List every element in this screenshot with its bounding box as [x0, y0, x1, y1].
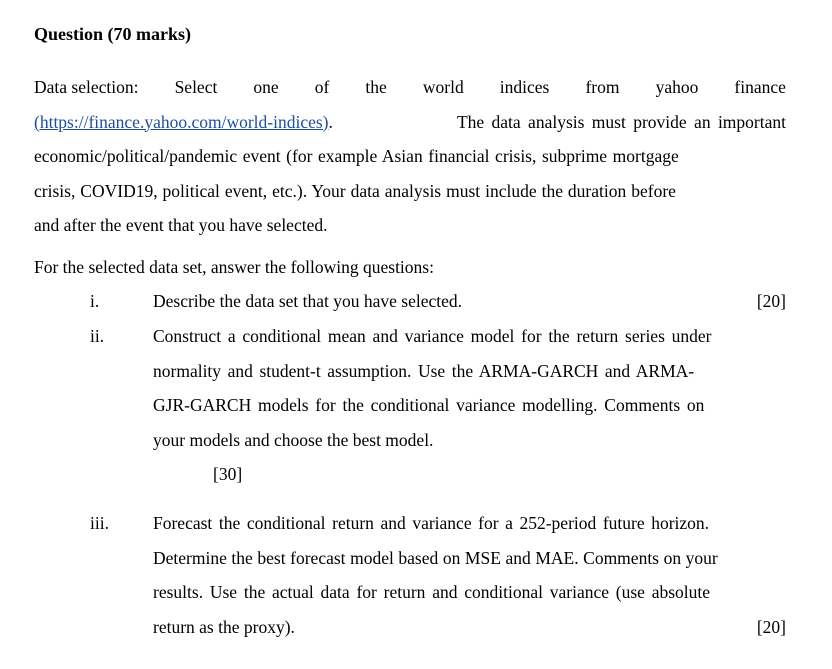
word: one [253, 77, 279, 97]
word: world [422, 77, 464, 97]
question-body [153, 319, 786, 457]
paragraph-line-4: crisis, COVID19, political event, etc.). Your data analysis must include the duration before [34, 180, 676, 201]
question-line: GJR-GARCH models for the conditional variance modelling. Comments on [153, 395, 705, 415]
paragraph-line-2 [34, 105, 786, 140]
data-selection-paragraph [34, 70, 786, 243]
question-marks: [20] [756, 291, 786, 311]
question-body [153, 291, 786, 312]
question-line: Determine the best forecast model based on MSE and MAE. Comments on your [153, 547, 718, 568]
word: Select [174, 77, 218, 97]
word: yahoo [655, 77, 699, 97]
question-line: results. Use the actual data for return and conditional variance (use absolute [153, 582, 711, 602]
question-line: Forecast the conditional return and variance for a 252-period future horizon. [153, 513, 710, 533]
question-numeral: i. [90, 291, 100, 311]
question-heading: Question (70 marks) [34, 24, 191, 44]
question-marks: [30] [213, 464, 243, 484]
link-suffix: . [328, 111, 333, 132]
paragraph-text: The data analysis must provide an important [456, 111, 786, 132]
word: finance [734, 77, 786, 97]
question-text: return as the proxy). [153, 616, 295, 637]
question-body [153, 506, 786, 644]
question-line: your models and choose the best model. [153, 429, 434, 450]
word: indices [499, 77, 550, 97]
question-line: normality and student-t assumption. Use the ARMA-GARCH and ARMA- [153, 360, 695, 381]
question-numeral: ii. [90, 326, 105, 346]
paragraph-line-1 [34, 70, 786, 105]
paragraph-line-5: and after the event that you have selected. [34, 215, 328, 235]
yahoo-finance-link[interactable]: (https://finance.yahoo.com/world-indices) [34, 111, 329, 132]
question-line [153, 610, 786, 645]
data-selection-label: Data selection: [34, 77, 139, 97]
question-line: Construct a conditional mean and variance model for the return series under [153, 326, 712, 346]
question-line [153, 291, 786, 312]
question-marks: [20] [756, 616, 786, 637]
word: the [365, 77, 387, 97]
word: of [314, 77, 330, 97]
paragraph-line-3: economic/political/pandemic event (for example Asian financial crisis, subprime mortgage [34, 146, 679, 166]
question-numeral: iii. [90, 513, 109, 533]
questions-intro: For the selected data set, answer the following questions: [34, 257, 434, 277]
word: from [585, 77, 620, 97]
link-wrapper [34, 105, 333, 140]
question-text: Describe the data set that you have selected. [153, 291, 463, 311]
